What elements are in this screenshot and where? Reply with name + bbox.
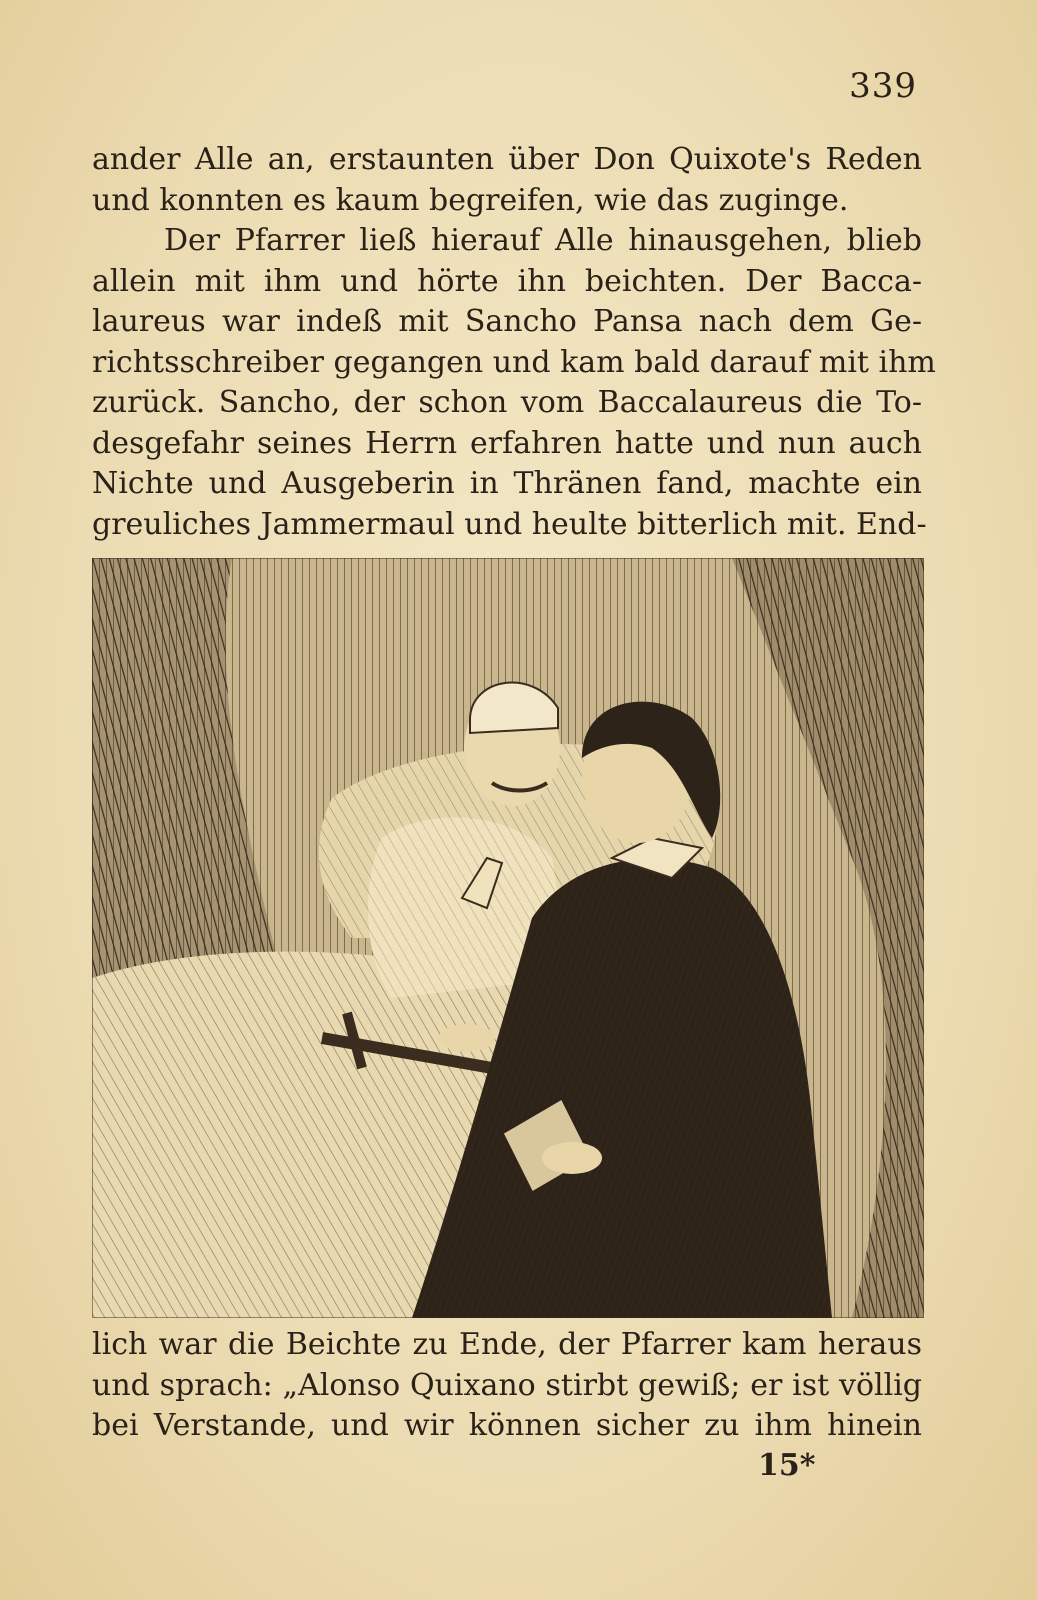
text-line: Nichte und Ausgeberin in Thränen fand, machte ein — [92, 466, 922, 501]
signature-mark: 15* — [758, 1448, 816, 1483]
text-line: ander Alle an, erstaunten über Don Quixote's Reden — [92, 142, 922, 177]
text-line: zurück. Sancho, der schon vom Baccalaureus die To- — [92, 385, 922, 420]
paragraph-top — [92, 140, 936, 545]
text-line: bei Verstande, und wir können sicher zu ihm hinein — [92, 1408, 922, 1443]
text-line: und konnten es kaum begreifen, wie das zuginge. — [92, 182, 849, 218]
text-line: laureus war indeß mit Sancho Pansa nach dem Ge- — [92, 304, 922, 339]
text-line: greuliches Jammermaul und heulte bitterlich mit. End- — [92, 506, 927, 542]
text-line: Der Pfarrer ließ hierauf Alle hinausgehen, blieb — [164, 223, 922, 258]
page-number: 339 — [849, 66, 917, 106]
engraving-illustration — [92, 558, 924, 1318]
text-line: richtsschreiber gegangen und kam bald darauf mit ihm — [92, 344, 936, 380]
text-line: desgefahr seines Herrn erfahren hatte und nun auch — [92, 425, 922, 461]
text-line: allein mit ihm und hörte ihn beichten. Der Bacca- — [92, 263, 922, 299]
paragraph-bottom — [92, 1325, 922, 1447]
text-line: und sprach: „Alonso Quixano stirbt gewiß; er ist völlig — [92, 1367, 922, 1403]
text-line: lich war die Beichte zu Ende, der Pfarrer kam heraus — [92, 1327, 922, 1362]
